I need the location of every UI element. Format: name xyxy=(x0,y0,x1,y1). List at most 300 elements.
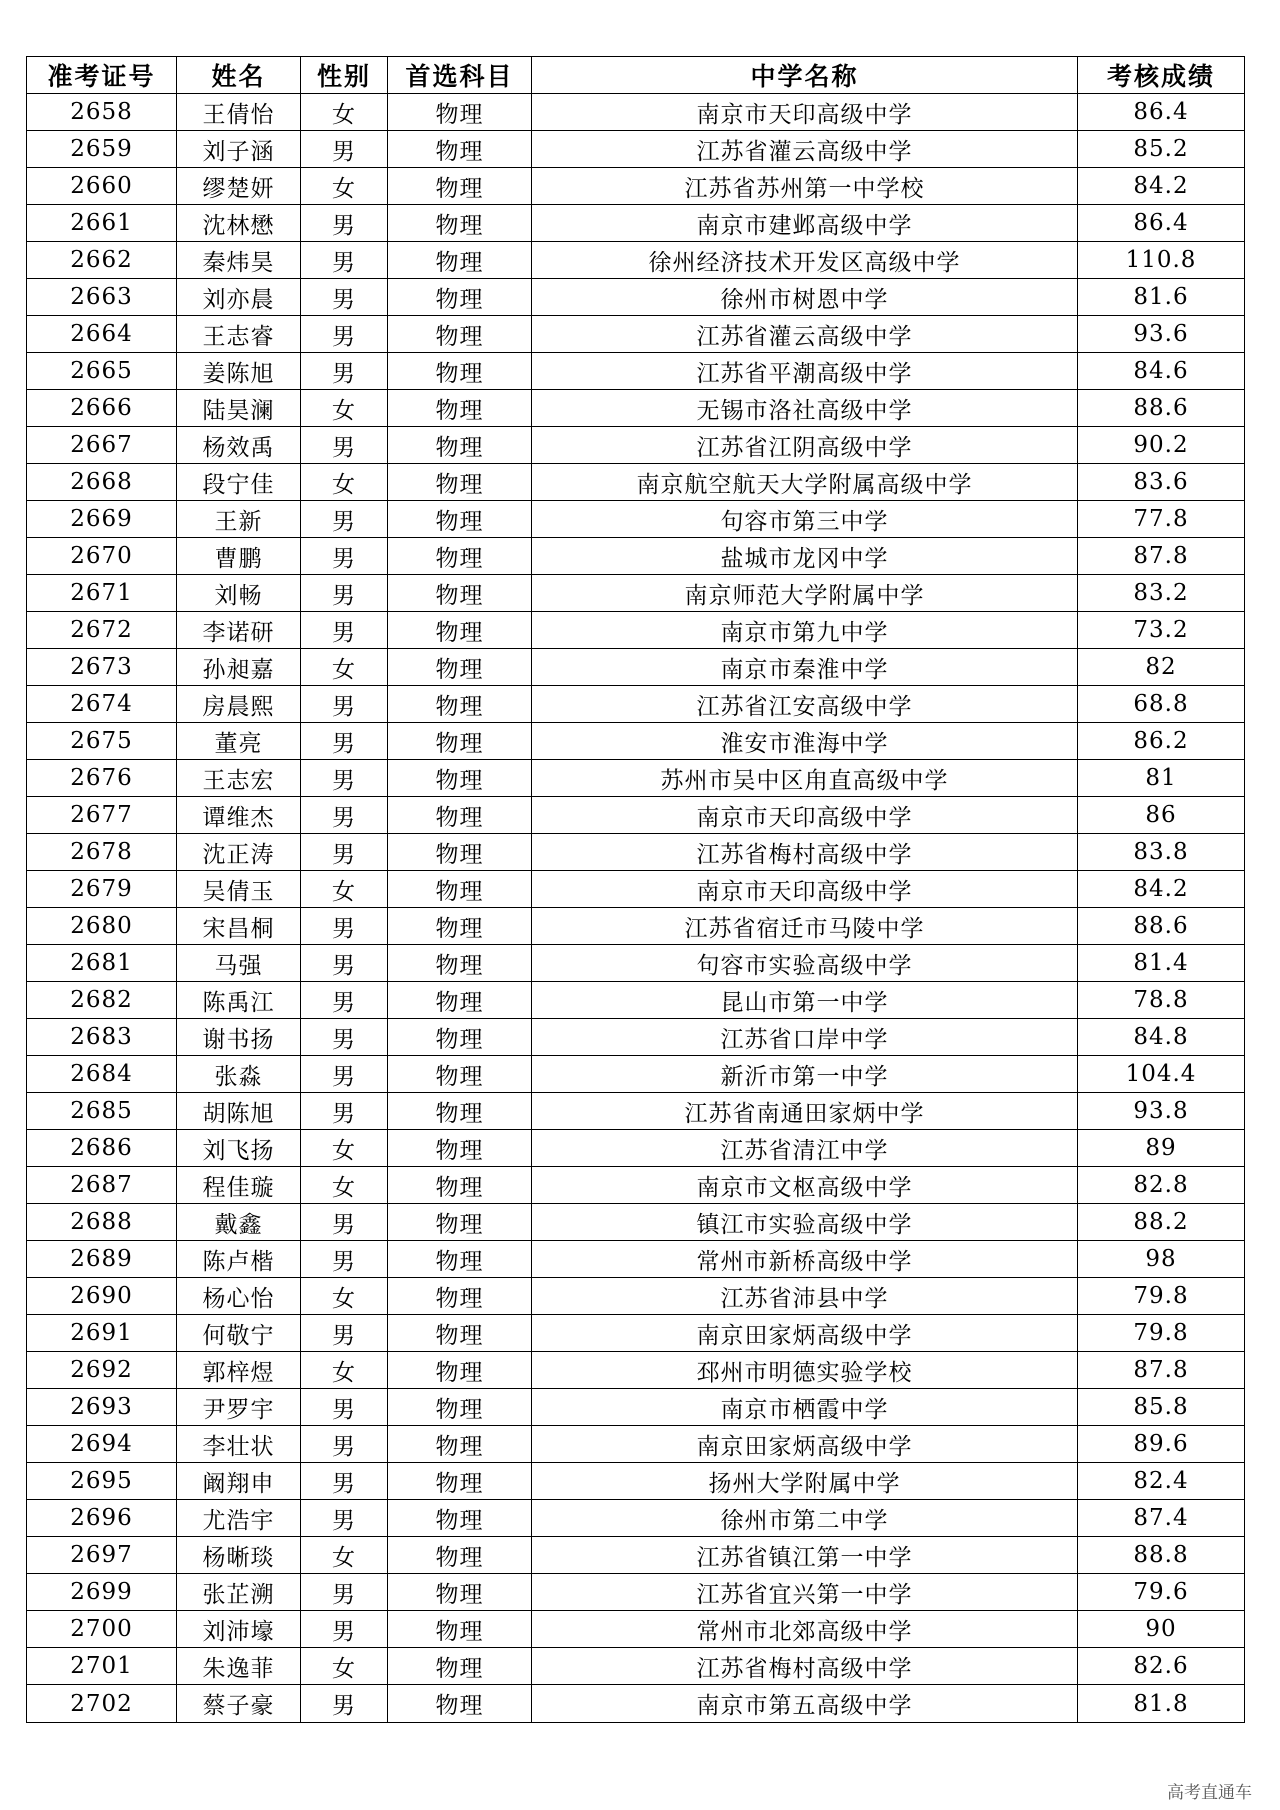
header-gender: 性别 xyxy=(301,57,388,94)
cell-exam-id: 2683 xyxy=(27,1019,177,1056)
cell-score: 77.8 xyxy=(1078,501,1245,538)
table-row xyxy=(27,1130,1245,1167)
cell-subject: 物理 xyxy=(388,1463,532,1500)
cell-score: 85.2 xyxy=(1078,131,1245,168)
cell-score: 79.8 xyxy=(1078,1315,1245,1352)
cell-school: 淮安市淮海中学 xyxy=(532,723,1078,760)
cell-exam-id: 2690 xyxy=(27,1278,177,1315)
cell-subject: 物理 xyxy=(388,316,532,353)
cell-school: 无锡市洛社高级中学 xyxy=(532,390,1078,427)
cell-subject: 物理 xyxy=(388,649,532,686)
cell-exam-id: 2687 xyxy=(27,1167,177,1204)
cell-name: 张淼 xyxy=(177,1056,301,1093)
cell-name: 戴鑫 xyxy=(177,1204,301,1241)
cell-subject: 物理 xyxy=(388,501,532,538)
cell-school: 江苏省南通田家炳中学 xyxy=(532,1093,1078,1130)
cell-gender: 男 xyxy=(301,982,388,1019)
cell-exam-id: 2678 xyxy=(27,834,177,871)
cell-exam-id: 2697 xyxy=(27,1537,177,1574)
table-row xyxy=(27,279,1245,316)
cell-gender: 男 xyxy=(301,501,388,538)
cell-name: 王倩怡 xyxy=(177,94,301,131)
cell-subject: 物理 xyxy=(388,1241,532,1278)
cell-subject: 物理 xyxy=(388,1093,532,1130)
table-row xyxy=(27,982,1245,1019)
cell-school: 江苏省清江中学 xyxy=(532,1130,1078,1167)
cell-subject: 物理 xyxy=(388,168,532,205)
table-row xyxy=(27,1056,1245,1093)
cell-score: 83.8 xyxy=(1078,834,1245,871)
cell-gender: 女 xyxy=(301,1130,388,1167)
table-row xyxy=(27,1685,1245,1723)
cell-gender: 男 xyxy=(301,797,388,834)
cell-subject: 物理 xyxy=(388,1056,532,1093)
cell-subject: 物理 xyxy=(388,1685,532,1723)
cell-score: 84.2 xyxy=(1078,871,1245,908)
cell-score: 79.8 xyxy=(1078,1278,1245,1315)
cell-gender: 男 xyxy=(301,945,388,982)
cell-school: 镇江市实验高级中学 xyxy=(532,1204,1078,1241)
cell-name: 曹鹏 xyxy=(177,538,301,575)
cell-name: 刘飞扬 xyxy=(177,1130,301,1167)
cell-subject: 物理 xyxy=(388,1315,532,1352)
cell-subject: 物理 xyxy=(388,353,532,390)
cell-gender: 男 xyxy=(301,1093,388,1130)
cell-school: 江苏省镇江第一中学 xyxy=(532,1537,1078,1574)
cell-name: 马强 xyxy=(177,945,301,982)
cell-exam-id: 2686 xyxy=(27,1130,177,1167)
cell-subject: 物理 xyxy=(388,538,532,575)
table-row xyxy=(27,501,1245,538)
cell-school: 江苏省梅村高级中学 xyxy=(532,1648,1078,1685)
table-row xyxy=(27,612,1245,649)
cell-school: 江苏省灌云高级中学 xyxy=(532,316,1078,353)
cell-school: 昆山市第一中学 xyxy=(532,982,1078,1019)
cell-exam-id: 2699 xyxy=(27,1574,177,1611)
cell-exam-id: 2682 xyxy=(27,982,177,1019)
cell-school: 南京市第九中学 xyxy=(532,612,1078,649)
header-name: 姓名 xyxy=(177,57,301,94)
cell-exam-id: 2679 xyxy=(27,871,177,908)
table-row xyxy=(27,1315,1245,1352)
cell-exam-id: 2661 xyxy=(27,205,177,242)
cell-exam-id: 2696 xyxy=(27,1500,177,1537)
cell-exam-id: 2671 xyxy=(27,575,177,612)
table-row xyxy=(27,464,1245,501)
cell-school: 徐州经济技术开发区高级中学 xyxy=(532,242,1078,279)
cell-subject: 物理 xyxy=(388,1537,532,1574)
table-row xyxy=(27,1648,1245,1685)
cell-exam-id: 2689 xyxy=(27,1241,177,1278)
cell-gender: 女 xyxy=(301,1167,388,1204)
table-row xyxy=(27,1093,1245,1130)
cell-score: 73.2 xyxy=(1078,612,1245,649)
cell-exam-id: 2691 xyxy=(27,1315,177,1352)
header-exam-id: 准考证号 xyxy=(27,57,177,94)
table-row xyxy=(27,575,1245,612)
cell-gender: 女 xyxy=(301,1352,388,1389)
cell-school: 南京市天印高级中学 xyxy=(532,94,1078,131)
cell-score: 78.8 xyxy=(1078,982,1245,1019)
cell-gender: 女 xyxy=(301,94,388,131)
cell-gender: 男 xyxy=(301,205,388,242)
cell-score: 87.8 xyxy=(1078,538,1245,575)
cell-name: 尤浩宇 xyxy=(177,1500,301,1537)
cell-name: 朱逸菲 xyxy=(177,1648,301,1685)
cell-gender: 男 xyxy=(301,1611,388,1648)
cell-name: 刘子涵 xyxy=(177,131,301,168)
cell-score: 83.6 xyxy=(1078,464,1245,501)
cell-name: 郭梓煜 xyxy=(177,1352,301,1389)
cell-exam-id: 2702 xyxy=(27,1685,177,1723)
cell-name: 王志宏 xyxy=(177,760,301,797)
cell-gender: 男 xyxy=(301,427,388,464)
cell-school: 邳州市明德实验学校 xyxy=(532,1352,1078,1389)
cell-school: 江苏省沛县中学 xyxy=(532,1278,1078,1315)
cell-school: 南京市文枢高级中学 xyxy=(532,1167,1078,1204)
cell-score: 85.8 xyxy=(1078,1389,1245,1426)
cell-name: 阚翔申 xyxy=(177,1463,301,1500)
cell-subject: 物理 xyxy=(388,1500,532,1537)
cell-name: 董亮 xyxy=(177,723,301,760)
cell-exam-id: 2672 xyxy=(27,612,177,649)
cell-name: 谭维杰 xyxy=(177,797,301,834)
cell-score: 93.8 xyxy=(1078,1093,1245,1130)
table-row xyxy=(27,205,1245,242)
cell-score: 82.8 xyxy=(1078,1167,1245,1204)
table-row xyxy=(27,649,1245,686)
table-row xyxy=(27,686,1245,723)
table-row xyxy=(27,1611,1245,1648)
cell-gender: 男 xyxy=(301,1315,388,1352)
cell-subject: 物理 xyxy=(388,1167,532,1204)
cell-name: 胡陈旭 xyxy=(177,1093,301,1130)
cell-name: 程佳璇 xyxy=(177,1167,301,1204)
cell-exam-id: 2688 xyxy=(27,1204,177,1241)
cell-exam-id: 2685 xyxy=(27,1093,177,1130)
table-row xyxy=(27,242,1245,279)
table-row xyxy=(27,871,1245,908)
cell-name: 段宁佳 xyxy=(177,464,301,501)
watermark: 高考直通车 xyxy=(1167,1783,1252,1803)
table-row xyxy=(27,834,1245,871)
cell-score: 87.4 xyxy=(1078,1500,1245,1537)
cell-name: 刘畅 xyxy=(177,575,301,612)
cell-school: 南京市建邺高级中学 xyxy=(532,205,1078,242)
table-row xyxy=(27,1389,1245,1426)
cell-gender: 男 xyxy=(301,353,388,390)
cell-gender: 女 xyxy=(301,1278,388,1315)
cell-gender: 女 xyxy=(301,390,388,427)
table-row xyxy=(27,723,1245,760)
cell-subject: 物理 xyxy=(388,908,532,945)
cell-subject: 物理 xyxy=(388,871,532,908)
cell-name: 缪楚妍 xyxy=(177,168,301,205)
cell-exam-id: 2669 xyxy=(27,501,177,538)
cell-subject: 物理 xyxy=(388,242,532,279)
cell-gender: 女 xyxy=(301,464,388,501)
cell-subject: 物理 xyxy=(388,279,532,316)
header-score: 考核成绩 xyxy=(1078,57,1245,94)
table-row xyxy=(27,1167,1245,1204)
cell-school: 江苏省苏州第一中学校 xyxy=(532,168,1078,205)
header-school: 中学名称 xyxy=(532,57,1078,94)
cell-subject: 物理 xyxy=(388,1204,532,1241)
cell-subject: 物理 xyxy=(388,834,532,871)
cell-score: 88.6 xyxy=(1078,390,1245,427)
table-row xyxy=(27,390,1245,427)
cell-school: 南京市天印高级中学 xyxy=(532,797,1078,834)
cell-exam-id: 2676 xyxy=(27,760,177,797)
cell-exam-id: 2675 xyxy=(27,723,177,760)
cell-score: 86.4 xyxy=(1078,205,1245,242)
cell-score: 83.2 xyxy=(1078,575,1245,612)
cell-school: 南京田家炳高级中学 xyxy=(532,1315,1078,1352)
cell-subject: 物理 xyxy=(388,427,532,464)
cell-subject: 物理 xyxy=(388,1278,532,1315)
cell-gender: 男 xyxy=(301,1389,388,1426)
cell-score: 87.8 xyxy=(1078,1352,1245,1389)
cell-score: 84.2 xyxy=(1078,168,1245,205)
cell-school: 江苏省平潮高级中学 xyxy=(532,353,1078,390)
cell-score: 88.6 xyxy=(1078,908,1245,945)
cell-subject: 物理 xyxy=(388,131,532,168)
table-header-row xyxy=(27,57,1245,94)
cell-name: 秦炜昊 xyxy=(177,242,301,279)
cell-exam-id: 2700 xyxy=(27,1611,177,1648)
table-row xyxy=(27,1537,1245,1574)
cell-score: 86.4 xyxy=(1078,94,1245,131)
cell-gender: 女 xyxy=(301,871,388,908)
cell-gender: 男 xyxy=(301,131,388,168)
cell-school: 常州市北郊高级中学 xyxy=(532,1611,1078,1648)
cell-subject: 物理 xyxy=(388,797,532,834)
cell-gender: 男 xyxy=(301,1241,388,1278)
cell-subject: 物理 xyxy=(388,760,532,797)
cell-gender: 男 xyxy=(301,908,388,945)
cell-exam-id: 2659 xyxy=(27,131,177,168)
cell-score: 89.6 xyxy=(1078,1426,1245,1463)
table-row xyxy=(27,94,1245,131)
table-row xyxy=(27,168,1245,205)
cell-name: 沈正涛 xyxy=(177,834,301,871)
table-row xyxy=(27,131,1245,168)
cell-exam-id: 2692 xyxy=(27,1352,177,1389)
table-row xyxy=(27,1019,1245,1056)
cell-exam-id: 2665 xyxy=(27,353,177,390)
cell-subject: 物理 xyxy=(388,1648,532,1685)
cell-exam-id: 2666 xyxy=(27,390,177,427)
cell-subject: 物理 xyxy=(388,945,532,982)
cell-school: 江苏省宜兴第一中学 xyxy=(532,1574,1078,1611)
cell-subject: 物理 xyxy=(388,205,532,242)
cell-gender: 男 xyxy=(301,279,388,316)
cell-name: 李壮状 xyxy=(177,1426,301,1463)
cell-name: 刘亦晨 xyxy=(177,279,301,316)
table-row xyxy=(27,316,1245,353)
cell-score: 84.8 xyxy=(1078,1019,1245,1056)
cell-score: 81.6 xyxy=(1078,279,1245,316)
cell-school: 南京市天印高级中学 xyxy=(532,871,1078,908)
cell-name: 杨效禹 xyxy=(177,427,301,464)
cell-name: 何敬宁 xyxy=(177,1315,301,1352)
cell-gender: 男 xyxy=(301,760,388,797)
cell-gender: 男 xyxy=(301,316,388,353)
cell-school: 苏州市吴中区甪直高级中学 xyxy=(532,760,1078,797)
cell-exam-id: 2684 xyxy=(27,1056,177,1093)
table-row xyxy=(27,1463,1245,1500)
cell-score: 90 xyxy=(1078,1611,1245,1648)
cell-gender: 男 xyxy=(301,1056,388,1093)
cell-name: 姜陈旭 xyxy=(177,353,301,390)
cell-name: 陆昊澜 xyxy=(177,390,301,427)
cell-name: 杨晰琰 xyxy=(177,1537,301,1574)
cell-score: 81.8 xyxy=(1078,1685,1245,1723)
cell-score: 110.8 xyxy=(1078,242,1245,279)
cell-subject: 物理 xyxy=(388,686,532,723)
cell-gender: 女 xyxy=(301,1648,388,1685)
cell-name: 蔡子豪 xyxy=(177,1685,301,1723)
table-row xyxy=(27,760,1245,797)
cell-score: 86.2 xyxy=(1078,723,1245,760)
cell-score: 93.6 xyxy=(1078,316,1245,353)
cell-gender: 男 xyxy=(301,1463,388,1500)
cell-school: 盐城市龙冈中学 xyxy=(532,538,1078,575)
cell-gender: 男 xyxy=(301,1019,388,1056)
cell-subject: 物理 xyxy=(388,1019,532,1056)
cell-gender: 男 xyxy=(301,1574,388,1611)
cell-subject: 物理 xyxy=(388,1426,532,1463)
table-row xyxy=(27,1574,1245,1611)
table-row xyxy=(27,945,1245,982)
cell-score: 104.4 xyxy=(1078,1056,1245,1093)
cell-exam-id: 2668 xyxy=(27,464,177,501)
cell-exam-id: 2681 xyxy=(27,945,177,982)
cell-gender: 男 xyxy=(301,723,388,760)
cell-exam-id: 2677 xyxy=(27,797,177,834)
table-row xyxy=(27,1500,1245,1537)
table-row xyxy=(27,1352,1245,1389)
table-row xyxy=(27,538,1245,575)
cell-score: 81.4 xyxy=(1078,945,1245,982)
cell-score: 88.2 xyxy=(1078,1204,1245,1241)
cell-gender: 男 xyxy=(301,1500,388,1537)
cell-gender: 男 xyxy=(301,612,388,649)
cell-school: 南京市栖霞中学 xyxy=(532,1389,1078,1426)
cell-score: 82.6 xyxy=(1078,1648,1245,1685)
cell-name: 王新 xyxy=(177,501,301,538)
cell-name: 谢书扬 xyxy=(177,1019,301,1056)
cell-gender: 男 xyxy=(301,538,388,575)
cell-exam-id: 2664 xyxy=(27,316,177,353)
cell-exam-id: 2667 xyxy=(27,427,177,464)
score-table xyxy=(26,56,1245,1723)
cell-school: 江苏省梅村高级中学 xyxy=(532,834,1078,871)
cell-score: 81 xyxy=(1078,760,1245,797)
cell-gender: 男 xyxy=(301,575,388,612)
cell-school: 南京航空航天大学附属高级中学 xyxy=(532,464,1078,501)
cell-subject: 物理 xyxy=(388,1352,532,1389)
cell-school: 南京田家炳高级中学 xyxy=(532,1426,1078,1463)
cell-subject: 物理 xyxy=(388,464,532,501)
table-row xyxy=(27,1278,1245,1315)
table-row xyxy=(27,353,1245,390)
cell-score: 79.6 xyxy=(1078,1574,1245,1611)
cell-exam-id: 2701 xyxy=(27,1648,177,1685)
table-row xyxy=(27,427,1245,464)
header-subject: 首选科目 xyxy=(388,57,532,94)
cell-gender: 男 xyxy=(301,1204,388,1241)
cell-gender: 男 xyxy=(301,242,388,279)
cell-subject: 物理 xyxy=(388,390,532,427)
cell-school: 南京师范大学附属中学 xyxy=(532,575,1078,612)
cell-exam-id: 2695 xyxy=(27,1463,177,1500)
cell-gender: 女 xyxy=(301,649,388,686)
cell-exam-id: 2660 xyxy=(27,168,177,205)
cell-name: 张芷溯 xyxy=(177,1574,301,1611)
cell-gender: 男 xyxy=(301,686,388,723)
table-row xyxy=(27,908,1245,945)
table-row xyxy=(27,797,1245,834)
cell-score: 86 xyxy=(1078,797,1245,834)
cell-gender: 男 xyxy=(301,1426,388,1463)
cell-subject: 物理 xyxy=(388,1130,532,1167)
cell-school: 南京市第五高级中学 xyxy=(532,1685,1078,1723)
cell-score: 82.4 xyxy=(1078,1463,1245,1500)
cell-subject: 物理 xyxy=(388,1611,532,1648)
cell-subject: 物理 xyxy=(388,94,532,131)
cell-name: 孙昶嘉 xyxy=(177,649,301,686)
cell-school: 江苏省江阴高级中学 xyxy=(532,427,1078,464)
cell-score: 89 xyxy=(1078,1130,1245,1167)
cell-exam-id: 2680 xyxy=(27,908,177,945)
cell-name: 陈卢楷 xyxy=(177,1241,301,1278)
cell-score: 68.8 xyxy=(1078,686,1245,723)
cell-name: 王志睿 xyxy=(177,316,301,353)
cell-exam-id: 2694 xyxy=(27,1426,177,1463)
cell-name: 杨心怡 xyxy=(177,1278,301,1315)
cell-school: 徐州市第二中学 xyxy=(532,1500,1078,1537)
cell-school: 江苏省口岸中学 xyxy=(532,1019,1078,1056)
cell-name: 宋昌桐 xyxy=(177,908,301,945)
cell-name: 沈林懋 xyxy=(177,205,301,242)
cell-subject: 物理 xyxy=(388,1389,532,1426)
cell-exam-id: 2658 xyxy=(27,94,177,131)
table-row xyxy=(27,1426,1245,1463)
cell-subject: 物理 xyxy=(388,982,532,1019)
cell-school: 徐州市树恩中学 xyxy=(532,279,1078,316)
table-row xyxy=(27,1204,1245,1241)
cell-subject: 物理 xyxy=(388,575,532,612)
cell-school: 新沂市第一中学 xyxy=(532,1056,1078,1093)
cell-school: 南京市秦淮中学 xyxy=(532,649,1078,686)
table-body xyxy=(27,94,1245,1723)
cell-subject: 物理 xyxy=(388,723,532,760)
cell-school: 江苏省灌云高级中学 xyxy=(532,131,1078,168)
cell-name: 刘沛壕 xyxy=(177,1611,301,1648)
cell-subject: 物理 xyxy=(388,1574,532,1611)
cell-exam-id: 2670 xyxy=(27,538,177,575)
cell-score: 82 xyxy=(1078,649,1245,686)
cell-gender: 女 xyxy=(301,1537,388,1574)
cell-score: 88.8 xyxy=(1078,1537,1245,1574)
cell-gender: 男 xyxy=(301,1685,388,1723)
cell-exam-id: 2663 xyxy=(27,279,177,316)
cell-school: 句容市实验高级中学 xyxy=(532,945,1078,982)
table-row xyxy=(27,1241,1245,1278)
cell-name: 吴倩玉 xyxy=(177,871,301,908)
cell-score: 98 xyxy=(1078,1241,1245,1278)
